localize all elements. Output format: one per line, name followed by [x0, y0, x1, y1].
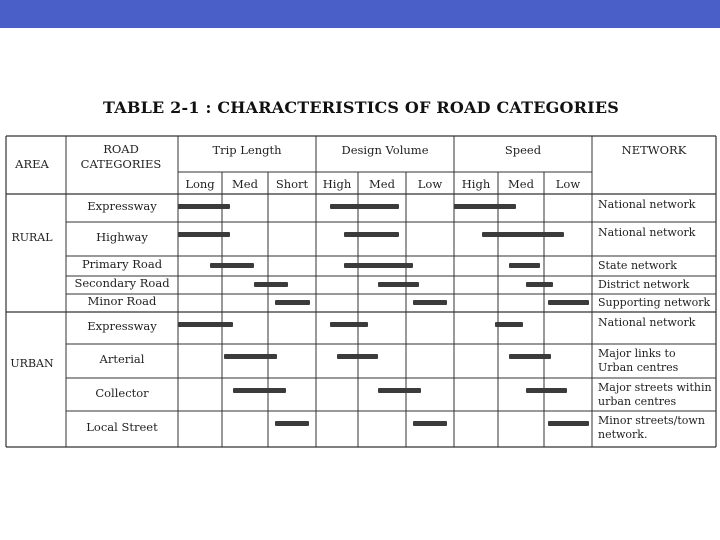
- speed-range-bar: [548, 300, 589, 305]
- road-category: Minor Road: [87, 294, 157, 308]
- network-text: National network: [598, 316, 696, 329]
- road-category: Secondary Road: [74, 276, 170, 290]
- header-road-categories-line1: ROAD: [103, 142, 139, 156]
- network-text: State network: [598, 259, 677, 272]
- trip-range-bar: [178, 322, 233, 327]
- road-category: Collector: [95, 385, 149, 400]
- volume-range-bar: [344, 263, 413, 268]
- volume-range-bar: [330, 204, 399, 209]
- sub-trip-long: Long: [185, 177, 215, 191]
- network-text: Supporting network: [598, 296, 711, 309]
- trip-range-bar: [178, 232, 230, 237]
- speed-range-bar: [482, 232, 565, 237]
- sub-trip-med: Med: [232, 177, 258, 191]
- trip-range-bar: [233, 388, 285, 393]
- network-text: District network: [598, 278, 690, 291]
- speed-range-bar: [526, 282, 554, 287]
- network-text: Major links to: [598, 347, 676, 360]
- road-category: Expressway: [87, 199, 157, 213]
- road-category: Local Street: [86, 420, 158, 434]
- trip-range-bar: [178, 204, 230, 209]
- network-text: National network: [598, 198, 696, 211]
- sub-speed-med: Med: [508, 177, 534, 191]
- area-rural: RURAL: [11, 231, 53, 244]
- speed-range-bar: [509, 263, 539, 268]
- trip-range-bar: [224, 354, 278, 359]
- network-text: Urban centres: [598, 361, 679, 374]
- trip-range-bar: [254, 282, 289, 287]
- header-road-categories-line2: CATEGORIES: [80, 157, 162, 171]
- sub-volume-low: Low: [417, 177, 443, 191]
- road-category: Expressway: [87, 319, 157, 333]
- header-area: AREA: [15, 157, 49, 171]
- volume-range-bar: [330, 322, 369, 327]
- sub-volume-med: Med: [369, 177, 395, 191]
- trip-range-bar: [210, 263, 254, 268]
- network-text: National network: [598, 226, 696, 239]
- sub-trip-short: Short: [275, 177, 309, 191]
- header-design-volume: Design Volume: [341, 143, 429, 157]
- header-speed: Speed: [504, 143, 542, 157]
- network-text: urban centres: [598, 395, 677, 408]
- sub-volume-high: High: [322, 177, 352, 191]
- volume-range-bar: [337, 354, 378, 359]
- road-category: Primary Road: [81, 257, 163, 271]
- road-category: Highway: [96, 230, 148, 244]
- header-trip-length: Trip Length: [212, 143, 282, 157]
- road-category: Arterial: [99, 352, 145, 366]
- network-text: Major streets within: [598, 381, 712, 394]
- trip-range-bar: [275, 300, 311, 305]
- table-title: TABLE 2-1 : CHARACTERISTICS OF ROAD CATEGORIES: [103, 98, 620, 117]
- area-urban: URBAN: [10, 357, 54, 370]
- speed-range-bar: [509, 354, 550, 359]
- speed-range-bar: [526, 388, 567, 393]
- volume-range-bar: [378, 282, 419, 287]
- header-network: NETWORK: [621, 143, 687, 157]
- sub-speed-high: High: [461, 177, 491, 191]
- speed-range-bar: [495, 322, 523, 327]
- volume-range-bar: [344, 232, 399, 237]
- volume-range-bar: [378, 388, 421, 393]
- speed-range-bar: [454, 204, 516, 209]
- network-text: Minor streets/town: [598, 414, 705, 427]
- network-text: network.: [598, 428, 648, 441]
- sub-speed-low: Low: [555, 177, 581, 191]
- volume-range-bar: [413, 421, 448, 426]
- volume-range-bar: [413, 300, 448, 305]
- speed-range-bar: [548, 421, 589, 426]
- trip-range-bar: [275, 421, 310, 426]
